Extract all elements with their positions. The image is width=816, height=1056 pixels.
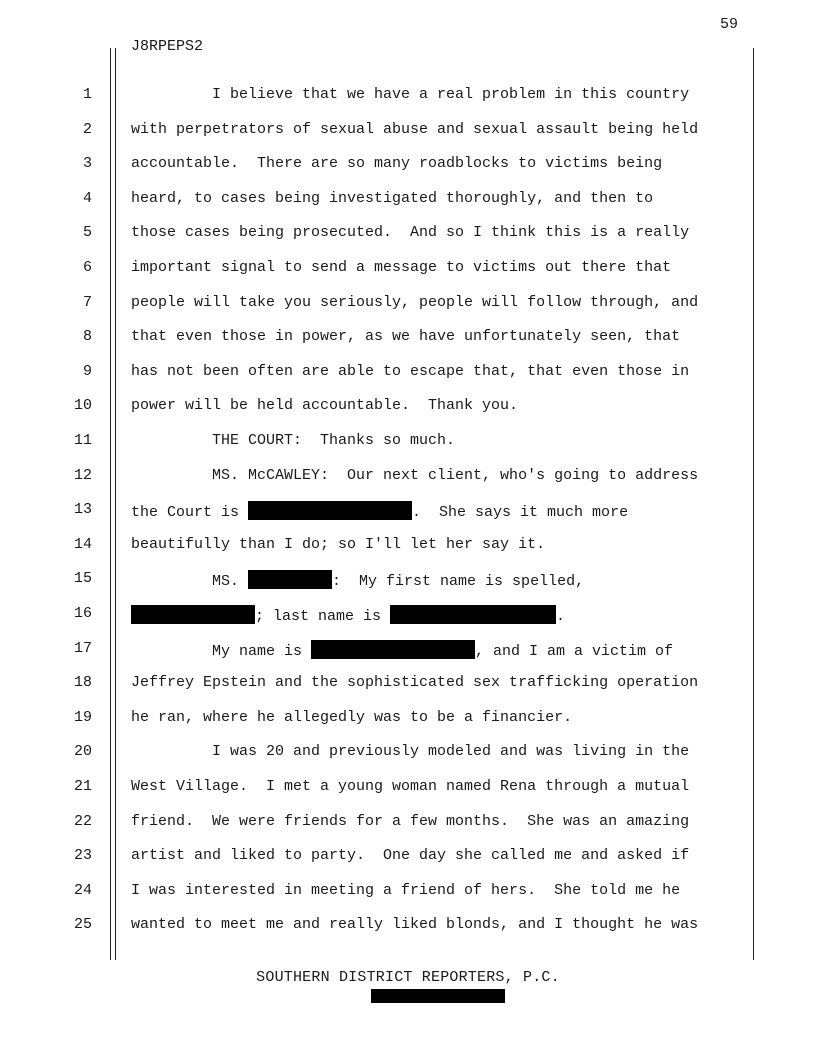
line-segment: wanted to meet me and really liked blonds, and I thought he was (131, 916, 699, 934)
line-segment: MS. McCAWLEY: Our next client, who's going to address (131, 466, 699, 484)
right-margin-rule (753, 48, 754, 960)
line-segment: artist and liked to party. One day she called me and asked if (131, 847, 690, 865)
transcript-line (131, 813, 689, 830)
line-number: 21 (73, 778, 92, 795)
line-segment: that even those in power, as we have unfortunately seen, that (131, 328, 681, 346)
line-segment: : My first name is spelled, (332, 573, 585, 591)
transcript-line (131, 640, 673, 660)
transcript-line (131, 224, 689, 241)
transcript-line (131, 847, 689, 864)
line-segment: those cases being prosecuted. And so I think this is a really (131, 224, 690, 242)
transcript-line (131, 121, 698, 138)
transcript-line (131, 570, 584, 590)
line-number: 24 (73, 881, 92, 899)
left-margin-rule-inner (115, 48, 116, 960)
redaction-block (248, 501, 412, 520)
transcript-line (131, 294, 698, 311)
line-segment: I was 20 and previously modeled and was living in the (131, 743, 690, 761)
line-segment: friend. We were friends for a few months. She was an amazing (131, 812, 690, 830)
line-segment: the Court is (131, 504, 249, 522)
transcript-line (131, 328, 680, 345)
line-number: 10 (73, 397, 92, 415)
line-number: 1 (82, 86, 92, 103)
line-segment: people will take you seriously, people will follow through, and (131, 293, 699, 311)
line-number: 8 (82, 328, 92, 346)
line-number: 16 (73, 605, 92, 622)
line-number: 25 (73, 916, 92, 934)
line-segment: . She says it much more (412, 504, 629, 522)
line-number: 13 (73, 501, 92, 519)
redaction-block (131, 605, 255, 624)
left-margin-rule (110, 48, 111, 960)
transcript-line (131, 674, 698, 691)
line-number: 9 (82, 362, 92, 380)
line-segment: Jeffrey Epstein and the sophisticated sex trafficking operation (131, 674, 699, 692)
footer-reporter: SOUTHERN DISTRICT REPORTERS, P.C. (256, 969, 560, 986)
line-number: 6 (82, 259, 92, 276)
transcript-line (131, 155, 662, 172)
line-segment: I believe that we have a real problem in this country (131, 86, 690, 103)
transcript-line (131, 778, 689, 795)
line-number: 17 (73, 639, 92, 657)
transcript-line (131, 190, 653, 207)
line-number: 3 (82, 155, 92, 173)
transcript-line (131, 743, 689, 760)
transcript-line (131, 397, 518, 414)
transcript-line (131, 432, 455, 449)
footer-redaction (371, 989, 505, 1003)
line-segment: I was interested in meeting a friend of hers. She told me he (131, 881, 681, 899)
line-segment: West Village. I met a young woman named Rena through a mutual (131, 778, 690, 795)
transcript-line (131, 86, 689, 103)
line-segment: heard, to cases being investigated thoroughly, and then to (131, 189, 654, 207)
line-number: 11 (73, 432, 92, 449)
redaction-block (390, 605, 556, 624)
redaction-block (311, 640, 475, 659)
line-segment: THE COURT: Thanks so much. (131, 432, 456, 449)
line-number: 23 (73, 847, 92, 865)
line-number: 18 (73, 674, 92, 692)
line-segment: power will be held accountable. Thank you. (131, 397, 519, 415)
page-number: 59 (719, 16, 738, 33)
line-number: 19 (73, 708, 92, 726)
line-number: 14 (73, 535, 92, 553)
transcript-line (131, 467, 698, 484)
transcript-line (131, 259, 671, 276)
line-segment: has not been often are able to escape that, that even those in (131, 362, 690, 380)
transcript-line (131, 363, 689, 380)
line-number: 4 (82, 189, 92, 207)
line-number: 15 (73, 570, 92, 588)
line-segment: beautifully than I do; so I'll let her say it. (131, 535, 546, 553)
redaction-block (248, 570, 332, 589)
line-segment: MS. (131, 573, 249, 591)
line-number: 22 (73, 812, 92, 830)
line-segment: with perpetrators of sexual abuse and sexual assault being held (131, 120, 699, 138)
transcript-line (131, 605, 565, 625)
line-number: 12 (73, 466, 92, 484)
line-segment: important signal to send a message to victims out there that (131, 259, 672, 276)
line-segment: he ran, where he allegedly was to be a financier. (131, 708, 573, 726)
line-segment: , and I am a victim of (475, 642, 674, 660)
line-segment: ; last name is (255, 608, 391, 625)
case-id: J8RPEPS2 (131, 38, 204, 55)
line-segment: accountable. There are so many roadblocks to victims being (131, 155, 663, 173)
transcript-line (131, 536, 545, 553)
line-segment: My name is (131, 642, 312, 660)
transcript-line (131, 501, 628, 521)
line-number: 7 (82, 293, 92, 311)
transcript-line (131, 916, 698, 933)
line-number: 5 (82, 224, 92, 242)
line-number: 20 (73, 743, 92, 761)
transcript-line (131, 709, 572, 726)
transcript-line (131, 882, 680, 899)
line-segment: . (556, 608, 566, 625)
line-number: 2 (82, 120, 92, 138)
